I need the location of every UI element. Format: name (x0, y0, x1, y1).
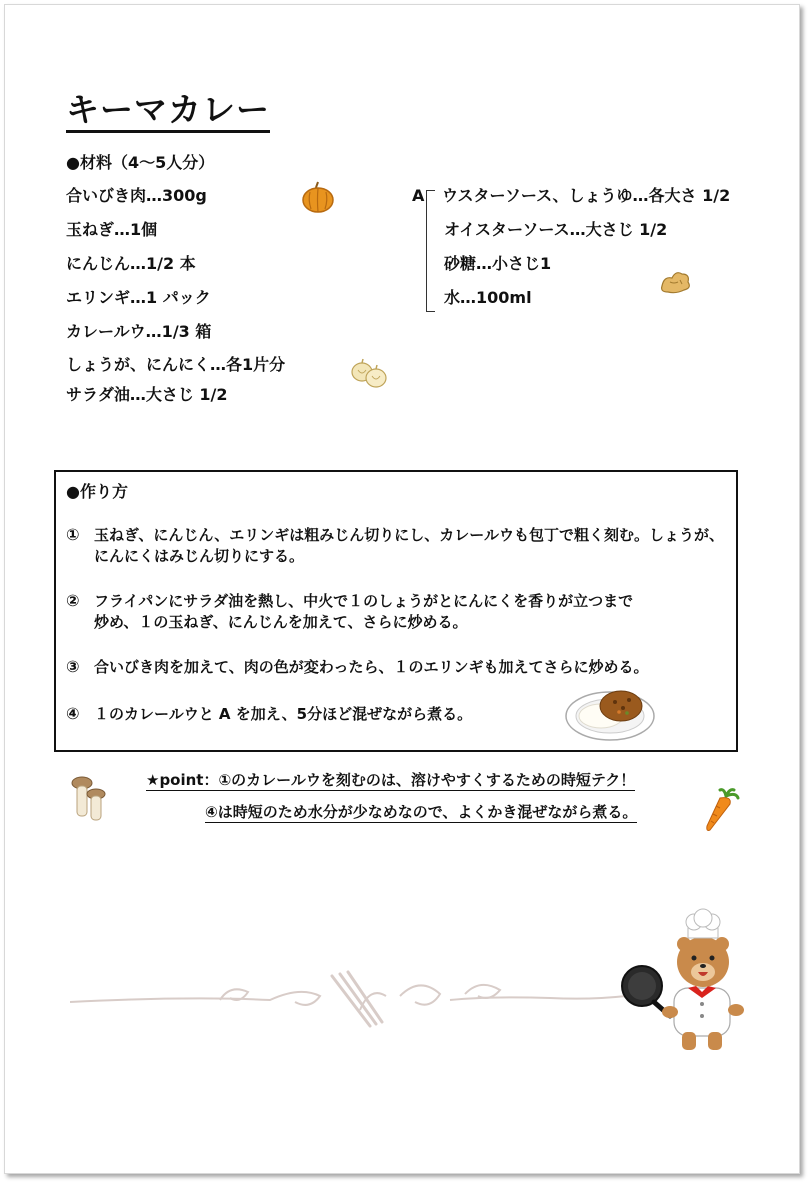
step-text: １のカレールウと A を加え、5分ほど混ぜながら煮る。 (94, 705, 473, 723)
curry-plate-icon (563, 680, 657, 744)
onion-icon (300, 180, 336, 214)
chef-bear-illustration (618, 908, 750, 1058)
ingredients-heading: ●材料（4～5人分） (66, 153, 215, 172)
group-a-item: 水…100ml (444, 288, 532, 307)
group-a-item: 砂糖…小さじ1 (444, 254, 552, 273)
point-line-1: ★point：①のカレールウを刻むのは、溶けやすくするための時短テク！ (146, 771, 636, 789)
recipe-title: キーマカレー (66, 92, 270, 133)
carrot-icon (702, 786, 742, 834)
ginger-icon (658, 268, 694, 296)
method-heading: ●作り方 (66, 482, 128, 501)
step-text: 炒め、１の玉ねぎ、にんじんを加えて、さらに炒める。 (94, 613, 468, 631)
step-text: 合いびき肉を加えて、肉の色が変わったら、１のエリンギも加えてさらに炒める。 (94, 658, 649, 676)
garlic-icon (350, 358, 388, 390)
mushroom-icon (68, 774, 110, 822)
step-text: フライパンにサラダ油を熱し、中火で１のしょうがとにんにくを香りが立つまで (94, 592, 634, 610)
fork-ornament-divider (70, 966, 630, 1030)
ingredient-item: にんじん…1/2 本 (66, 254, 196, 273)
step-number: ④ (66, 704, 80, 723)
step-number: ① (66, 525, 80, 544)
step-text: 玉ねぎ、にんじん、エリンギは粗みじん切りにし、カレールウも包丁で粗く刻む。しょうが、 (94, 526, 725, 544)
ingredient-item: しょうが、にんにく…各1片分 (66, 355, 286, 374)
ingredient-item: サラダ油…大さじ 1/2 (66, 385, 228, 404)
step-text: にんにくはみじん切りにする。 (94, 547, 305, 565)
point-line-2: ④は時短のため水分が少なめなので、よくかき混ぜながら煮る。 (205, 803, 638, 821)
ingredient-item: エリンギ…1 パック (66, 288, 211, 307)
group-a-item: ウスターソース、しょうゆ…各大さ 1/2 (442, 186, 731, 205)
group-a-label: A (412, 186, 425, 205)
ingredient-item: カレールウ…1/3 箱 (66, 322, 212, 341)
ingredient-item: 合いびき肉…300g (66, 186, 207, 205)
step-number: ③ (66, 657, 80, 676)
step-number: ② (66, 591, 80, 610)
group-a-item: オイスターソース…大さじ 1/2 (444, 220, 668, 239)
ingredient-item: 玉ねぎ…1個 (66, 220, 158, 239)
group-a-bracket (426, 190, 435, 312)
